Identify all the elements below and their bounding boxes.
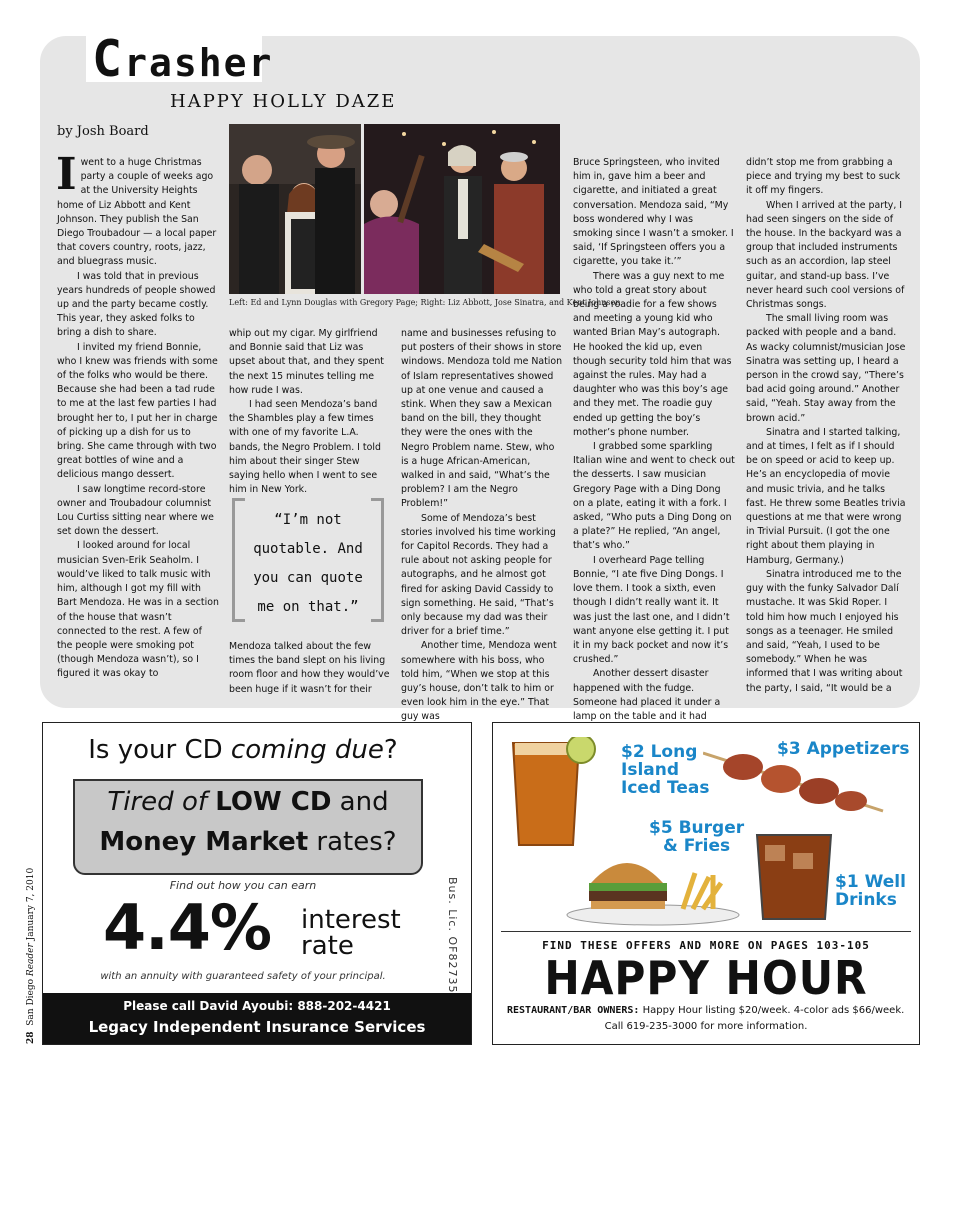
article-paragraph: I saw longtime record-store owner and Troubadour columnist Lou Curtiss sitting near where we set down the dessert.: [57, 483, 214, 538]
masthead: [92, 30, 273, 88]
article-paragraph: name and businesses refusing to put posters of their shows in store windows. Mendoza told me Nation of Islam representatives showed up at one venue and caused a stink. When they saw a Mexican band on the bill, they thought they were the ones with the Negro Problem name. Stew, who is a huge African-American, walked in and said, “What’s the problem? I am the Negro Problem!”: [401, 328, 563, 510]
ad-company-name: Legacy Independent Insurance Services: [88, 1018, 426, 1036]
ad-call-line: Please call David Ayoubi: 888-202-4421: [123, 999, 391, 1013]
article-column-3: [401, 327, 563, 725]
pull-quote-text: “I’m not quotable. And you can quote me on that.”: [253, 512, 363, 615]
byline: by Josh Board: [57, 124, 149, 139]
well-drink-glass-image: [753, 831, 835, 923]
article-column-2: [229, 327, 391, 497]
ad-license: Bus. Lic. OF82735: [446, 877, 459, 994]
ad-interest-percent: 4.4%: [103, 891, 271, 964]
article-paragraph: Another dessert disaster happened with the fudge. Someone had placed it under a lamp on the table and it had: [573, 668, 721, 722]
pull-quote-bracket-left: [232, 498, 245, 622]
happy-hour-ad[interactable]: [492, 722, 920, 1045]
insurance-ad[interactable]: [42, 722, 472, 1045]
drop-cap: I: [56, 149, 77, 200]
headline: HAPPY HOLLY DAZE: [170, 91, 397, 112]
article-paragraph: I grabbed some sparkling Italian wine and went to check out the desserts. I saw musician Gregory Page with a Ding Dong on a plate, eating it with a fork. I asked, “Who puts a Ding Dong on a plate?” He replied, “An angel, that’s who.”: [573, 441, 735, 552]
article-paragraph: Another time, Mendoza went somewhere with his boss, who told him, “When we stop at this guy’s house, don’t talk to him or even look him in the eye.” That guy was: [401, 640, 557, 723]
ad-find-offers: FIND THESE OFFERS AND MORE ON PAGES 103-105: [542, 939, 870, 952]
masthead-rest: rasher: [124, 41, 274, 85]
article-paragraph: Sinatra introduced me to the guy with the funky Salvador Dalí mustache. It was Skid Roper. I told him how much I enjoyed his songs as a teenager. He smiled and said, “Yeah, I used to be somebody.” When he was informed that I was writing about the party, I said, “It would be a: [746, 568, 903, 694]
article-paragraph: Bruce Springsteen, who invited him in, gave him a beer and cigarette, and initiated a great conversation. Mendoza said, “My boss wondered why I was smoking since I wasn’t a smoker. I said, ‘If Springsteen offers you a cigarette, you take it.’”: [573, 157, 734, 268]
page-folio: 28 San Diego Reader January 7, 2010: [26, 867, 36, 1044]
page-number: 28: [26, 1031, 36, 1044]
ad-call-number: Call 619-235-3000 for more information.: [604, 1021, 808, 1032]
masthead-initial: C: [92, 30, 125, 88]
article-paragraph: I looked around for local musician Sven-Erik Seaholm. I would’ve liked to talk music with him, although I got my fill with Bart Mendoza. He was in a section of the house that wasn’t connected to the rest. A few of the people were smoking pot (though Mendoza wasn’t), so I figured it was okay to: [57, 540, 219, 680]
ad-interest-label: interest rate: [301, 905, 401, 961]
burger-fries-image: [563, 843, 743, 927]
article-paragraph: I had seen Mendoza’s band the Shambles play a few times with one of my favorite L.A. bands, the Negro Problem. I told him about their singer Stew saying hello when I went to see him in New York.: [229, 399, 381, 496]
article-column-4: [573, 156, 735, 738]
article-column-5: [746, 156, 908, 696]
owners-listing: RESTAURANT/BAR OWNERS: Happy Hour listing $20/week. 4-color ads $66/week.: [507, 1005, 905, 1016]
pull-quote-bracket-right: [371, 498, 384, 622]
offer-burger: $5 Burger & Fries: [649, 818, 745, 856]
photo-left: [229, 124, 361, 294]
article-column-2-bottom: [229, 640, 391, 697]
offer-appetizers: $3 Appetizers: [777, 739, 910, 759]
article-paragraph: There was a guy next to me who told a great story about being a roadie for a few shows and meeting a young kid who wanted Brian May’s autograph. He hooked the kid up, even though security told him that was against the rules. May had a daughter who was this boy’s age and they met. The roadie guy ended up getting the boy’s mother’s phone number.: [573, 270, 732, 438]
ad-rates-line-2: Money Market rates?: [99, 827, 397, 857]
photo-right: [364, 124, 560, 294]
article-paragraph: Sinatra and I started talking, and at times, I felt as if I should be on speed or acid to keep up. He’s an encyclopedia of movie and music trivia, and he talks fast. He threw some Beatles trivia questions at me that were wrong in Trivial Pursuit. (I got the one right about them playing in Hamburg, Germany.): [746, 426, 906, 566]
ad-find-out: Find out how you can earn: [169, 879, 317, 892]
ad-annuity-text: with an annuity with guaranteed safety of your principal.: [100, 971, 386, 982]
ad-question: Is your CD coming due?: [88, 735, 398, 765]
ad-rates-box: [73, 779, 423, 875]
article-paragraph: didn’t stop me from grabbing a piece and trying my best to suck it off my fingers.: [746, 157, 901, 197]
ad-contact-bar: [43, 993, 471, 1044]
article-paragraph: I was told that in previous years hundreds of people showed up and the party became costly. This year, they asked folks to bring a dish to share.: [57, 270, 216, 339]
offer-iced-teas: $2 Long Island Iced Teas: [621, 742, 710, 798]
offer-well-drinks: $1 Well Drinks: [835, 872, 906, 910]
article-paragraph: Mendoza talked about the few times the band slept on his living room floor and how they would’ve been huge if it wasn’t for their: [229, 641, 390, 695]
article-paragraph: I invited my friend Bonnie, who I knew was friends with some of the folks who would be there. Because she had been a tad rude to me at the last few parties I had brought her to, I put her in charge of picking up a dish for us to bring. She came through with two great bottles of wine and a delicious mango dessert.: [57, 341, 218, 481]
ad-divider: [501, 931, 911, 932]
ad-rates-line-1: Tired of LOW CD and: [107, 787, 389, 817]
iced-tea-glass-image: [509, 737, 597, 849]
article-column-1: [56, 149, 219, 682]
photo-caption: Left: Ed and Lynn Douglas with Gregory Page; Right: Liz Abbott, Jose Sinatra, and Kent Johnson: [229, 298, 621, 307]
happy-hour-title: HAPPY HOUR: [544, 951, 868, 1005]
article-paragraph: Some of Mendoza’s best stories involved his time working for Capitol Records. They had a rule about not asking people for autographs, and he almost got fired for asking David Cassidy to sign something. He said, “That’s only because my dad was their driver for a brief time.”: [401, 512, 556, 638]
article-paragraph: Iwent to a huge Christmas party a couple of weeks ago at the University Heights home of Liz Abbott and Kent Johnson. They publish the San Diego Troubadour — a local paper that covers country, roots, jazz, and bluegrass music.: [56, 149, 217, 268]
article-paragraph: whip out my cigar. My girlfriend and Bonnie said that Liz was upset about that, and they spent the next 15 minutes telling me how rude I was.: [229, 328, 384, 396]
pull-quote: [232, 498, 384, 616]
article-paragraph: I overheard Page telling Bonnie, “I ate five Ding Dongs. I love them. I took a sixth, even though I didn’t really want it. It was just the last one, and I didn’t want anyone else getting it. I put it in my back pocket and now it’s crushed.”: [573, 554, 730, 666]
article-paragraph: The small living room was packed with people and a band. As wacky columnist/musician Jose Sinatra was setting up, I heard a person in the crowd say, “There’s bad acid going around.” Another said, “Yeah. Stay away from the brown acid.”: [746, 313, 906, 424]
article-paragraph: When I arrived at the party, I had seen singers on the side of the house. In the backyard was a group that included instruments such as an accordion, lap steel guitar, and stand-up bass. I’ve never heard such cool versions of Christmas songs.: [746, 199, 905, 311]
